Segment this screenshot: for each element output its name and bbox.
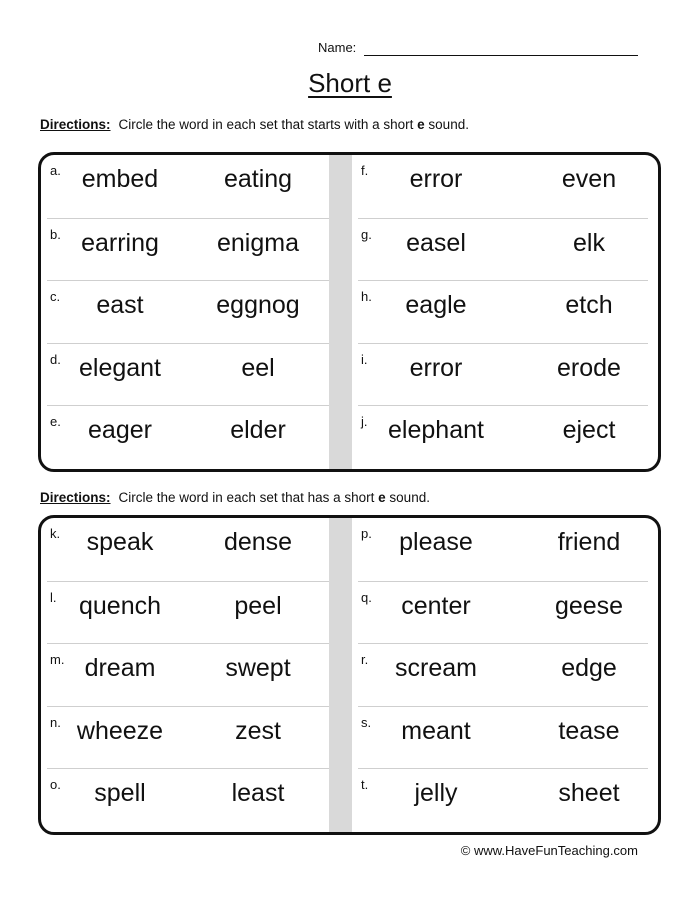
word-option[interactable]: eject — [562, 416, 616, 445]
word-set — [358, 706, 648, 770]
word-option[interactable]: eager — [88, 416, 152, 445]
word-set — [47, 155, 329, 218]
set-letter: j. — [361, 414, 368, 430]
set-letter: q. — [361, 589, 372, 605]
word-set — [47, 218, 329, 282]
set-letter: b. — [50, 226, 61, 242]
word-option[interactable]: error — [409, 353, 463, 382]
column-divider — [329, 518, 352, 832]
word-option[interactable]: center — [401, 591, 471, 620]
word-set — [47, 405, 329, 469]
box1-left-column — [41, 155, 329, 469]
set-letter: s. — [361, 714, 372, 730]
word-box-1 — [38, 152, 661, 472]
word-option[interactable]: even — [561, 165, 617, 193]
word-option[interactable]: easel — [406, 228, 466, 257]
word-option[interactable]: scream — [395, 654, 477, 683]
word-option[interactable]: meant — [401, 716, 471, 745]
set-letter: o. — [50, 777, 61, 793]
word-option[interactable]: edge — [561, 654, 617, 683]
set-letter: e. — [50, 414, 61, 430]
word-option[interactable]: least — [231, 779, 285, 808]
set-letter: t. — [361, 777, 369, 793]
word-option[interactable]: wheeze — [76, 716, 164, 745]
word-option[interactable]: east — [96, 291, 144, 320]
set-letter: c. — [50, 289, 61, 305]
set-letter: h. — [361, 289, 372, 305]
column-divider — [329, 155, 352, 469]
set-letter: r. — [361, 652, 369, 668]
word-option[interactable]: sheet — [558, 779, 620, 808]
word-option[interactable]: swept — [225, 654, 291, 683]
word-option[interactable]: friend — [557, 528, 621, 556]
word-set — [47, 768, 329, 832]
set-letter: i. — [361, 351, 368, 367]
directions-1: Directions: Circle the word in each set that starts with a short e sound. — [40, 117, 469, 132]
word-option[interactable]: eagle — [405, 291, 467, 320]
word-set — [358, 768, 648, 832]
copyright-text: © www.HaveFunTeaching.com — [460, 843, 638, 858]
set-letter: p. — [361, 526, 372, 541]
name-blank-line[interactable] — [364, 55, 638, 56]
word-set — [358, 155, 648, 218]
word-set — [47, 518, 329, 581]
word-set — [358, 343, 648, 407]
directions-label: Directions: — [40, 117, 111, 132]
set-letter: l. — [50, 589, 57, 605]
word-option[interactable]: eggnog — [216, 291, 300, 320]
word-set — [47, 581, 329, 645]
word-set — [358, 581, 648, 645]
word-option[interactable]: dense — [223, 528, 293, 556]
name-field[interactable] — [318, 40, 356, 55]
set-letter: n. — [50, 714, 61, 730]
word-option[interactable]: embed — [81, 165, 159, 193]
word-option[interactable]: peel — [234, 591, 282, 620]
word-option[interactable]: error — [409, 165, 463, 193]
set-letter: d. — [50, 351, 61, 367]
word-option[interactable]: enigma — [217, 228, 299, 257]
directions-2: Directions: Circle the word in each set that has a short e sound. — [40, 490, 430, 505]
set-letter: k. — [50, 526, 61, 541]
word-option[interactable]: quench — [78, 591, 162, 620]
box2-right-column — [352, 518, 658, 832]
word-set — [47, 643, 329, 707]
word-option[interactable]: eel — [241, 353, 275, 382]
word-option[interactable]: speak — [86, 528, 154, 556]
word-set — [47, 280, 329, 344]
word-box-2 — [38, 515, 661, 835]
word-option[interactable]: jelly — [414, 779, 458, 808]
word-option[interactable]: earring — [81, 228, 159, 257]
word-option[interactable]: erode — [557, 353, 621, 382]
word-option[interactable]: elegant — [78, 353, 162, 382]
word-set — [358, 643, 648, 707]
word-option[interactable]: spell — [94, 779, 146, 808]
box1-right-column — [352, 155, 658, 469]
word-set — [358, 405, 648, 469]
directions-label: Directions: — [40, 490, 111, 505]
word-option[interactable]: elder — [230, 416, 286, 445]
word-set — [358, 280, 648, 344]
word-option[interactable]: zest — [235, 716, 281, 745]
word-option[interactable]: dream — [84, 654, 156, 683]
word-option[interactable]: eating — [223, 165, 293, 193]
word-set — [358, 518, 648, 581]
word-option[interactable]: please — [399, 528, 473, 556]
name-label: Name: — [318, 40, 357, 55]
set-letter: m. — [50, 652, 65, 668]
word-set — [47, 706, 329, 770]
set-letter: a. — [50, 163, 61, 178]
word-option[interactable]: elephant — [388, 416, 484, 445]
word-option[interactable]: tease — [558, 716, 620, 745]
word-option[interactable]: geese — [554, 591, 624, 620]
box2-left-column — [41, 518, 329, 832]
word-option[interactable]: elk — [573, 228, 605, 257]
word-option[interactable]: etch — [565, 291, 613, 320]
word-set — [358, 218, 648, 282]
word-set — [47, 343, 329, 407]
set-letter: g. — [361, 226, 372, 242]
page-title: Short e — [308, 68, 392, 98]
set-letter: f. — [361, 163, 369, 178]
